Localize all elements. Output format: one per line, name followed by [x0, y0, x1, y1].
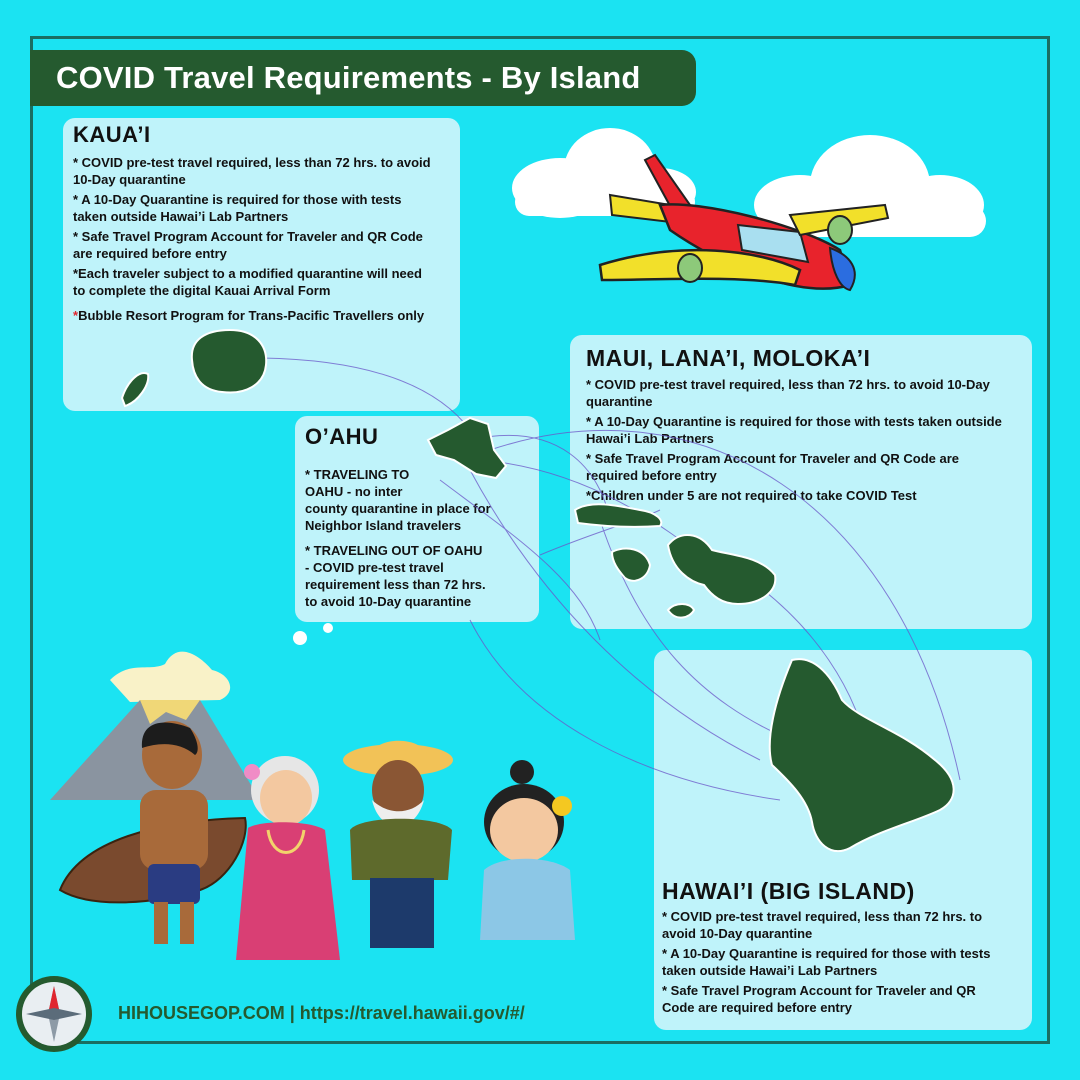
maui-heading: MAUI, LANA’I, MOLOKA’I [586, 345, 871, 371]
big-island-heading: HAWAI’I (BIG ISLAND) [662, 878, 915, 904]
kauai-requirement: *Each traveler subject to a modified quarantine will need to complete the digital Kauai Arrival Form [73, 266, 422, 298]
kauai-heading: KAUA’I [73, 122, 151, 147]
big-island-card [654, 650, 1032, 1030]
oahu-requirement: * TRAVELING OUT OF OAHU - COVID pre-test travel requirement less than 72 hrs. to avoid 10-Day quarantine [305, 543, 486, 609]
big-island-requirement: * Safe Travel Program Account for Traveler and QR Code are required before entry [662, 983, 976, 1015]
maui-requirement: *Children under 5 are not required to take COVID Test [586, 488, 917, 503]
maui-card [570, 335, 1032, 629]
oahu-requirements-list [305, 466, 529, 610]
kauai-bubble-note [73, 307, 450, 324]
kauai-requirement: * A 10-Day Quarantine is required for those with tests taken outside Hawai’i Lab Partners [73, 192, 402, 224]
maui-requirement: * A 10-Day Quarantine is required for those with tests taken outside Hawai’i Lab Partners [586, 414, 1002, 446]
asterisk-marker: * [73, 308, 79, 323]
maui-requirements-list [586, 376, 1016, 504]
kauai-requirements-list [73, 154, 450, 324]
maui-requirement: * COVID pre-test travel required, less than 72 hrs. to avoid 10-Day quarantine [586, 377, 990, 409]
page-title: COVID Travel Requirements - By Island [30, 50, 696, 106]
oahu-heading: O’AHU [305, 424, 379, 449]
oahu-card [295, 416, 539, 622]
kauai-card [63, 118, 460, 411]
big-island-requirements-list [662, 908, 1026, 1019]
kauai-bubble-text: Bubble Resort Program for Trans-Pacific Travellers only [78, 308, 425, 323]
big-island-requirement: * A 10-Day Quarantine is required for those with tests taken outside Hawai’i Lab Partners [662, 946, 991, 978]
kauai-requirement: * COVID pre-test travel required, less than 72 hrs. to avoid 10-Day quarantine [73, 155, 431, 187]
big-island-requirement: * COVID pre-test travel required, less than 72 hrs. to avoid 10-Day quarantine [662, 909, 983, 941]
footer-links[interactable]: HIHOUSEGOP.COM | https://travel.hawaii.gov/#/ [118, 1003, 525, 1023]
kauai-requirement: * Safe Travel Program Account for Traveler and QR Code are required before entry [73, 229, 423, 261]
maui-requirement: * Safe Travel Program Account for Traveler and QR Code are required before entry [586, 451, 960, 483]
oahu-requirement: * TRAVELING TO OAHU - no inter county quarantine in place for Neighbor Island travelers [305, 467, 491, 533]
